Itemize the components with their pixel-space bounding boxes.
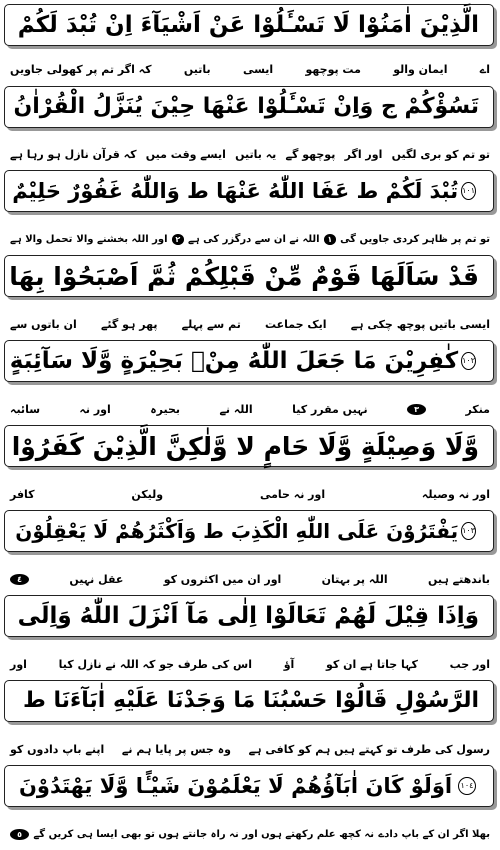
translation-word: اے [479,62,490,76]
verse-line-3 [4,170,494,212]
translation-word: باندھتے ہیں [428,572,490,586]
verse-text: وَّلَا وَصِيْلَةٍ وَّلَا حَامٍ لا وَّلٰكِنَّ الَّذِيْنَ كَفَرُوْا [11,431,479,461]
translation-word: اور [10,657,27,671]
verse-text: وَاِذَا قِيْلَ لَهُمْ تَعَالَوْا اِلٰى مَآ اَنْزَلَ اللّٰهُ وَاِلَى [17,602,479,629]
note-badge: ٤ [10,574,29,585]
translation-word: پھر ہو گئے [100,317,158,331]
translation-line-6 [8,485,492,503]
note-badge: ٢ [172,234,184,245]
translation-word: مت پوچھو [305,62,361,76]
verse-line-7 [4,510,494,552]
translation-word: ایک جماعت [264,317,327,331]
verse-text: الرَّسُوْلِ قَالُوْا حَسْبُنَا مَا وَجَدْنَا عَلَيْهِ اٰبَآءَنَا ط [23,688,479,713]
translation-word: ان باتوں سے [10,317,77,331]
translation-word: کافر [10,487,35,501]
translation-line-5 [8,400,492,418]
translation-line-8 [8,655,492,673]
translation-word: تم سے پہلے [181,317,241,331]
translation-word: اور اللہ بخشنے والا [76,233,168,245]
verse-line-9 [4,680,494,722]
translation-word: بحیرہ [150,402,181,416]
translation-word: اللہ پر بہتان [321,572,388,586]
verse-text: تَسُؤْكُمْ ج وَاِنْ تَسْـَٔلُوْا عَنْهَا حِيْنَ يُنَزَّلُ الْقُرْاٰنُ [13,94,479,119]
verse-text: يَفْتَرُوْنَ عَلَى اللّٰهِ الْكَذِبَ ط وَاَكْثَرُهُمْ لَا يَعْقِلُوْنَ [15,519,459,543]
translation-line-10 [8,825,492,843]
translation-word: اور جب [449,657,490,671]
translation-line-2 [8,145,492,163]
ayah-end-marker: ١٠٣ [461,522,476,540]
translation-word: اس کی طرف جو کہ اللہ نے نازل کیا [58,657,252,671]
translation-word: تو تم کو بری لگیں [391,147,490,161]
translation-word: باتیں [183,62,211,76]
translation-word: کہ قرآن نازل ہو رہا ہے [10,147,137,161]
translation-word: کہ اگر تم پر کھولی جاویں [10,62,152,76]
verse-line-1 [4,4,494,46]
note-badge: ١ [324,234,336,245]
translation-word: تو تم پر ظاہر کردی جاویں گی [340,233,490,245]
verse-text: تُبْدَ لَكُمْ ط عَفَا اللّٰهُ عَنْهَا ط وَاللّٰهُ غَفُوْرٌ حَلِيْمٌ [12,178,459,203]
translation-word: ایسے وقت میں [145,147,226,161]
translation-line-9 [8,740,492,758]
translation-word: ایسی [242,62,274,76]
translation-line-1 [8,60,492,78]
ayah-end-marker: ١٠٤ [458,777,476,795]
translation-word: اللہ نے [219,402,253,416]
translation-word: تحمل والا ہے [10,233,73,245]
translation-word: رسول کی طرف تو کہتے ہیں ہم کو کافی ہے [248,742,490,756]
translation-word: اللہ نے ان سے درگزر کی ہے [187,233,320,245]
translation-word: بھلا اگر ان کے باپ دادے [378,828,490,840]
verse-line-2 [4,86,494,128]
translation-line-3 [8,230,492,248]
verse-line-8 [4,595,494,637]
translation-word: اور نہ وصیلہ [421,487,490,501]
translation-word: ایمان والو [393,62,448,76]
verse-text: قَدْ سَاَلَهَا قَوْمٌ مِّنْ قَبْلِكُمْ ثُمَّ اَصْبَحُوْا بِهَا [9,261,479,291]
verse-line-10 [4,765,494,807]
ayah-end-marker: ١٠٢ [461,352,476,370]
translation-word: یہ باتیں [235,147,277,161]
translation-word: اپنے باپ دادوں کو [10,742,105,756]
translation-word: آؤ [283,657,295,671]
translation-word: اور اگر [344,147,383,161]
translation-word: اور ان میں اکثروں کو [163,572,282,586]
translation-word: عقل نہیں [69,572,124,586]
translation-word: وہ جس پر پایا ہم نے [121,742,231,756]
translation-word: نہیں مقرر کیا [292,402,368,416]
translation-word: سائبہ [10,402,41,416]
translation-word: ولیکن [131,487,164,501]
translation-word: اور نہ حامی [259,487,326,501]
translation-word: کہا جاتا ہے ان کو [326,657,418,671]
translation-word: منکر [465,402,490,416]
verse-line-6 [4,425,494,467]
translation-word: پوچھو گے [285,147,336,161]
verse-text: الَّذِيْنَ اٰمَنُوْا لَا تَسْـَٔلُوْا عَنْ اَشْيَآءَ اِنْ تُبْدَ لَكُمْ [17,11,479,38]
note-badge: ٥ [10,829,29,840]
verse-text: كٰفِرِيْنَ مَا جَعَلَ اللّٰهُ مِنْۢ بَحِيْرَةٍ وَّلَا سَآئِبَةٍ [9,347,459,374]
translation-word: نہ کچھ علم رکھتے ہوں اور نہ راہ جانتے ہوں تو بھی ایسا ہی کریں گے [33,828,375,840]
verse-line-4 [4,255,494,297]
note-badge: ٣ [407,404,426,415]
translation-line-4 [8,315,492,333]
translation-line-7 [8,570,492,588]
verse-line-5 [4,340,494,382]
translation-word: ایسی باتیں پوچھ چکی ہے [350,317,490,331]
translation-word: اور نہ [79,402,111,416]
ayah-end-marker: ١٠١ [461,182,476,200]
verse-text: اَوَلَوْ كَانَ اٰبَآؤُهُمْ لَا يَعْلَمُوْنَ شَيْـًٔا وَّلَا يَهْتَدُوْنَ [19,773,453,798]
